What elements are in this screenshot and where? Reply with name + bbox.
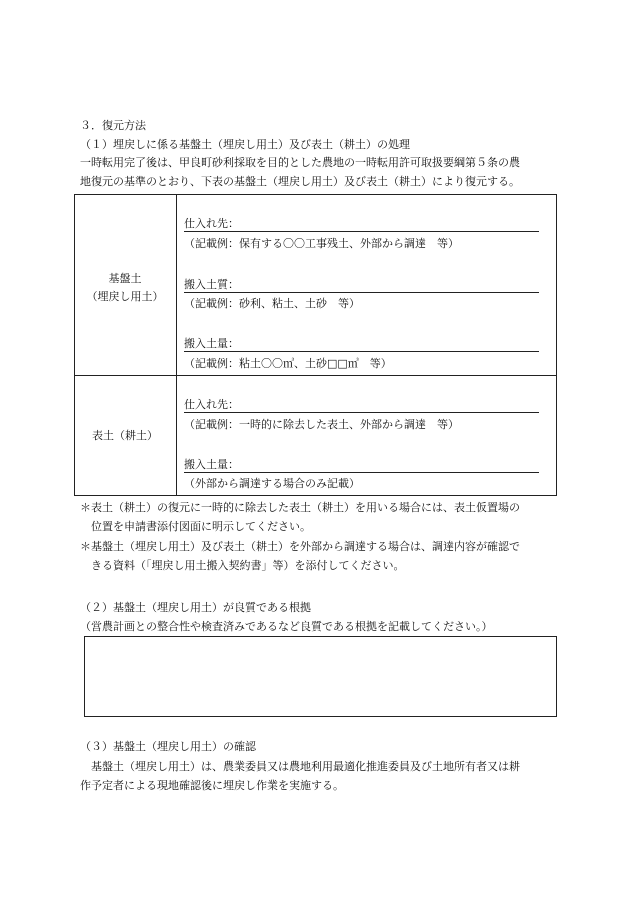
subsection-3-heading: （３）基盤土（埋戻し用土）の確認 (80, 740, 256, 753)
row2-field2-label: 搬入土量： (184, 458, 239, 471)
row1-label-line2: （埋戻し用土） (86, 290, 164, 303)
row2-label: 表土（耕土） (92, 429, 158, 442)
row2-field2-example: （外部から調達する場合のみ記載） (184, 477, 360, 490)
quality-basis-input-box[interactable] (84, 636, 557, 717)
row1-field1-input-line[interactable] (184, 231, 539, 232)
row1-label (74, 270, 176, 306)
row1-field2-input-line[interactable] (184, 292, 539, 293)
row1-field3-example: （記載例：粘土〇〇㎥、土砂□□㎥ 等） (184, 357, 392, 370)
row1-field1-example: （記載例：保有する〇〇工事残土、外部から調達 等） (184, 237, 459, 250)
subsection-3-paragraph-line2: 作予定者による現地確認後に埋戻し作業を実施する。 (80, 779, 344, 792)
note2-line1: ＊基盤土（埋戻し用土）及び表土（耕土）を外部から調達する場合は、調達内容が確認で (80, 540, 520, 553)
subsection-1-heading: （１）埋戻しに係る基盤土（埋戻し用土）及び表土（耕土）の処理 (80, 138, 410, 151)
row2-field1-example: （記載例：一時的に除去した表土、外部から調達 等） (184, 418, 459, 431)
subsection-1-paragraph-line2: 地復元の基準のとおり、下表の基盤土（埋戻し用土）及び表土（耕土）により復元する。 (80, 175, 520, 188)
subsection-2-heading: （２）基盤土（埋戻し用土）が良質である根拠 (80, 601, 311, 614)
row2-field1-label: 仕入れ先： (184, 398, 239, 411)
row2-field1-input-line[interactable] (184, 412, 539, 413)
row1-field2-example: （記載例：砂利、粘土、土砂 等） (184, 297, 360, 310)
note2-line2: きる資料（「埋戻し用土搬入契約書」等）を添付してください。 (91, 559, 405, 572)
row1-field2-label: 搬入土質： (184, 278, 239, 291)
subsection-1-paragraph-line1: 一時転用完了後は、甲良町砂利採取を目的とした農地の一時転用許可取扱要綱第５条の農 (80, 156, 520, 169)
note1-line2: 位置を申請書添付図面に明示してください。 (91, 520, 311, 533)
note1-line1: ＊表土（耕土）の復元に一時的に除去した表土（耕土）を用いる場合には、表土仮置場の (80, 501, 520, 514)
subsection-2-instruction: （営農計画との整合性や検査済みであるなど良質である根拠を記載してください。） (80, 620, 493, 633)
row1-field1-label: 仕入れ先： (184, 217, 239, 230)
table-column-divider (176, 194, 177, 496)
row1-label-line1: 基盤土 (108, 272, 142, 285)
row2-field2-input-line[interactable] (184, 472, 539, 473)
row1-field3-input-line[interactable] (184, 351, 539, 352)
row1-field3-label: 搬入土量： (184, 337, 239, 350)
table-row-divider (74, 375, 557, 376)
section-title: ３．復元方法 (80, 119, 146, 132)
subsection-3-paragraph-line1: 基盤土（埋戻し用土）は、農業委員又は農地利用最適化推進委員及び土地所有者又は耕 (91, 760, 520, 773)
